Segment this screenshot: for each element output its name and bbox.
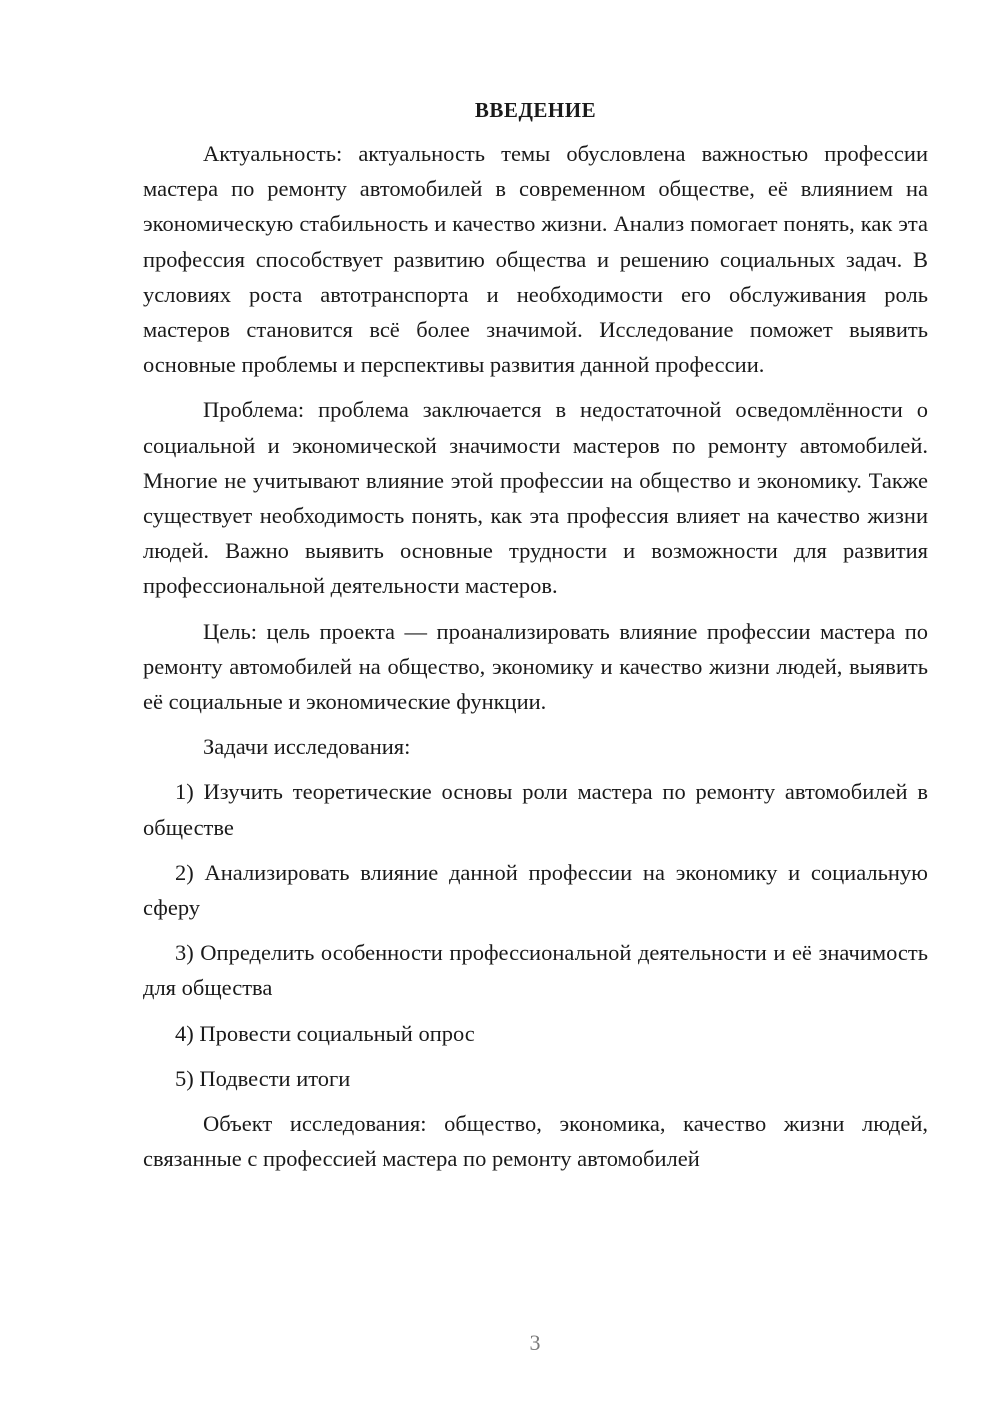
document-page: [143, 92, 928, 1186]
problem-paragraph: Проблема: проблема заключается в недостаточной осведомлённости о социальной и экономической значимости мастеров по ремонту автомобилей. Многие не учитывают влияние этой профессии на общество и экономику. Также существует необходимость понять, как эта профессия влияет на качество жизни людей. Важно выявить основные трудности и возможности для развития профессиональной деятельности мастеров.: [143, 397, 928, 599]
page-number: 3: [529, 1330, 541, 1355]
goal-paragraph: Цель: цель проекта — проанализировать влияние профессии мастера по ремонту автомобилей на общество, экономику и качество жизни людей, выявить её социальные и экономические функции.: [143, 618, 928, 715]
list-item: 3) Определить особенности профессиональной деятельности и её значимость для общества: [143, 940, 928, 1001]
list-item: 4) Провести социальный опрос: [175, 1020, 475, 1046]
tasks-heading: Задачи исследования:: [203, 734, 411, 760]
list-item: 5) Подвести итоги: [175, 1065, 351, 1091]
object-paragraph: Объект исследования: общество, экономика, качество жизни людей, связанные с профессией мастера по ремонту автомобилей: [143, 1111, 928, 1172]
list-item: 1) Изучить теоретические основы роли мастера по ремонту автомобилей в обществе: [143, 779, 928, 840]
section-title: ВВЕДЕНИЕ: [474, 98, 597, 122]
tasks-list: [143, 774, 928, 1096]
relevance-paragraph: Актуальность: актуальность темы обусловлена важностью профессии мастера по ремонту автомобилей в современном обществе, её влиянием на экономическую стабильность и качество жизни. Анализ помогает понять, как эта профессия способствует развитию общества и решению социальных задач. В условиях роста автотранспорта и необходимости его обслуживания роль мастеров становится всё более значимой. Исследование поможет выявить основные проблемы и перспективы развития данной профессии.: [143, 141, 928, 378]
list-item: 2) Анализировать влияние данной профессии на экономику и социальную сферу: [143, 859, 928, 921]
